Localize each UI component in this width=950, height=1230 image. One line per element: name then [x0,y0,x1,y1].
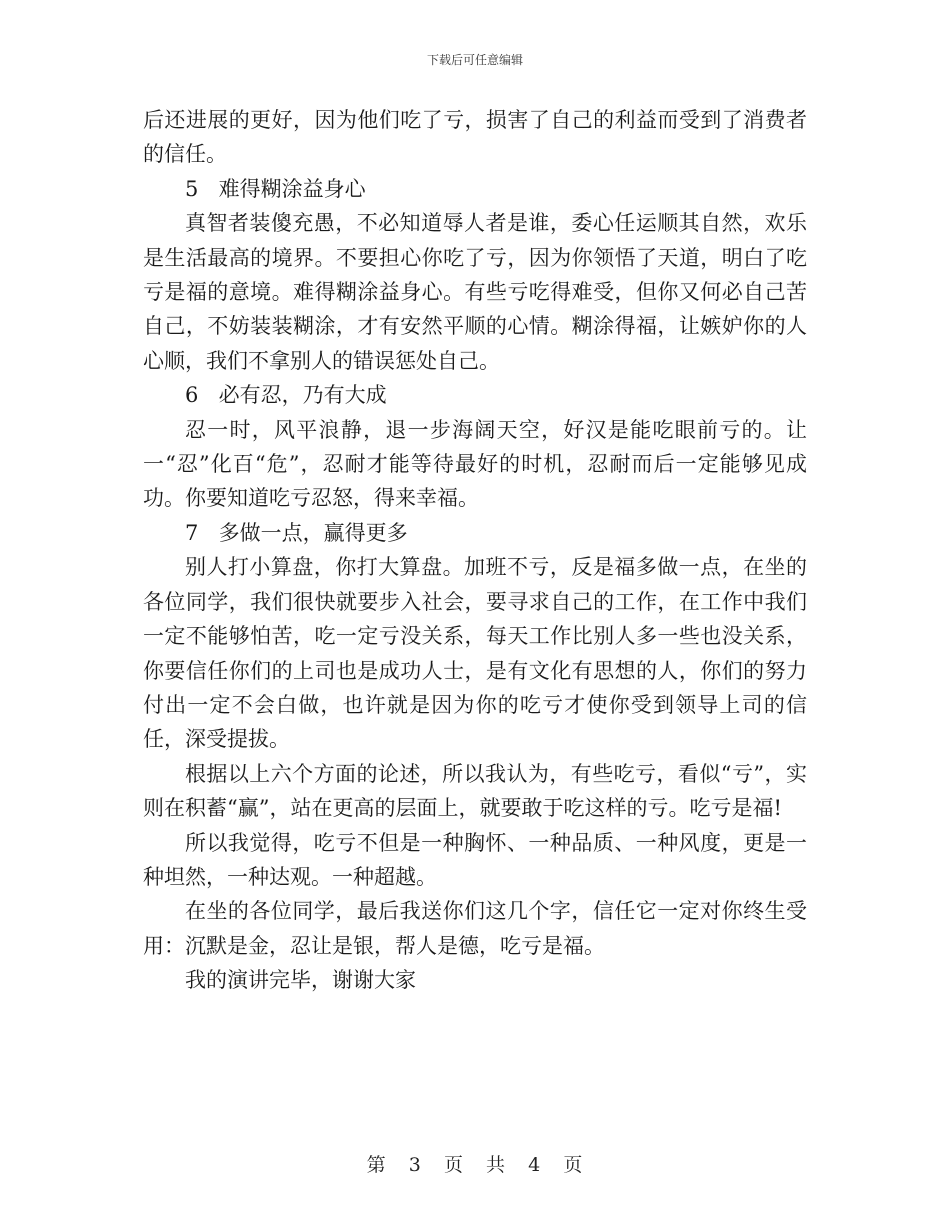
paragraph-section-6: 忍一时，风平浪静，退一步海阔天空，好汉是能吃眼前亏的。让一“忍”化百“危”，忍耐才能等待最好的时机，忍耐而后一定能够见成功。你要知道吃亏忍怒，得来幸福。 [143,417,807,511]
document-body [143,103,807,998]
section-heading-7 [143,516,807,550]
page-header [0,52,950,68]
current-page-number: 3 [408,1154,422,1176]
paragraph-closing: 我的演讲完毕，谢谢大家 [185,968,416,993]
section-title: 难得糊涂益身心 [218,176,366,201]
paragraph-feeling: 所以我觉得，吃亏不但是一种胸怀、一种品质、一种风度，更是一种坦然，一种达观。一种超越。 [143,830,807,889]
page-label-mid1: 页 [443,1154,464,1176]
paragraph-gift: 在坐的各位同学，最后我送你们这几个字，信任它一定对你终生受用：沉默是金，忍让是银，帮人是德，吃亏是福。 [143,899,807,958]
section-title: 必有忍，乃有大成 [218,383,387,408]
section-heading-5 [143,172,807,206]
section-heading-6 [143,378,807,412]
section-number: 5 [185,176,199,201]
section-title: 多做一点，赢得更多 [218,520,408,545]
paragraph-summary: 根据以上六个方面的论述，所以我认为，有些吃亏，看似“亏”，实则在积蓄“赢”，站在更高的层面上，就要敢于吃这样的亏。吃亏是福! [143,761,807,821]
page-label-mid2: 共 [486,1154,507,1176]
paragraph-intro-tail: 后还进展的更好，因为他们吃了亏，损害了自己的利益而受到了消费者的信任。 [143,108,807,167]
page-label-suffix: 页 [563,1154,584,1176]
section-number: 6 [185,383,199,408]
paragraph-section-7: 别人打小算盘，你打大算盘。加班不亏，反是福多做一点，在坐的各位同学，我们很快就要步入社会，要寻求自己的工作，在工作中我们一定不能够怕苦，吃一定亏没关系，每天工作比别人多一些也没关系，你要信任你们的上司也是成功人士，是有文化有思想的人，你们的努力付出一定不会白做，也许就是因为你的吃亏才使你受到领导上司的信任，深受提拔。 [143,555,807,752]
header-text: 下载后可任意编辑 [426,53,523,67]
page-footer [0,1153,950,1177]
total-pages-number: 4 [528,1154,542,1176]
section-number: 7 [185,520,199,545]
page-label-prefix: 第 [366,1154,387,1176]
paragraph-section-5: 真智者装傻充愚，不必知道辱人者是谁，委心任运顺其自然，欢乐是生活最高的境界。不要担心你吃了亏，因为你领悟了天道，明白了吃亏是福的意境。难得糊涂益身心。有些亏吃得难受，但你又何必自己苦自己，不妨装装糊涂，才有安然平顺的心情。糊涂得福，让嫉妒你的人心顺，我们不拿别人的错误惩处自己。 [143,211,807,373]
